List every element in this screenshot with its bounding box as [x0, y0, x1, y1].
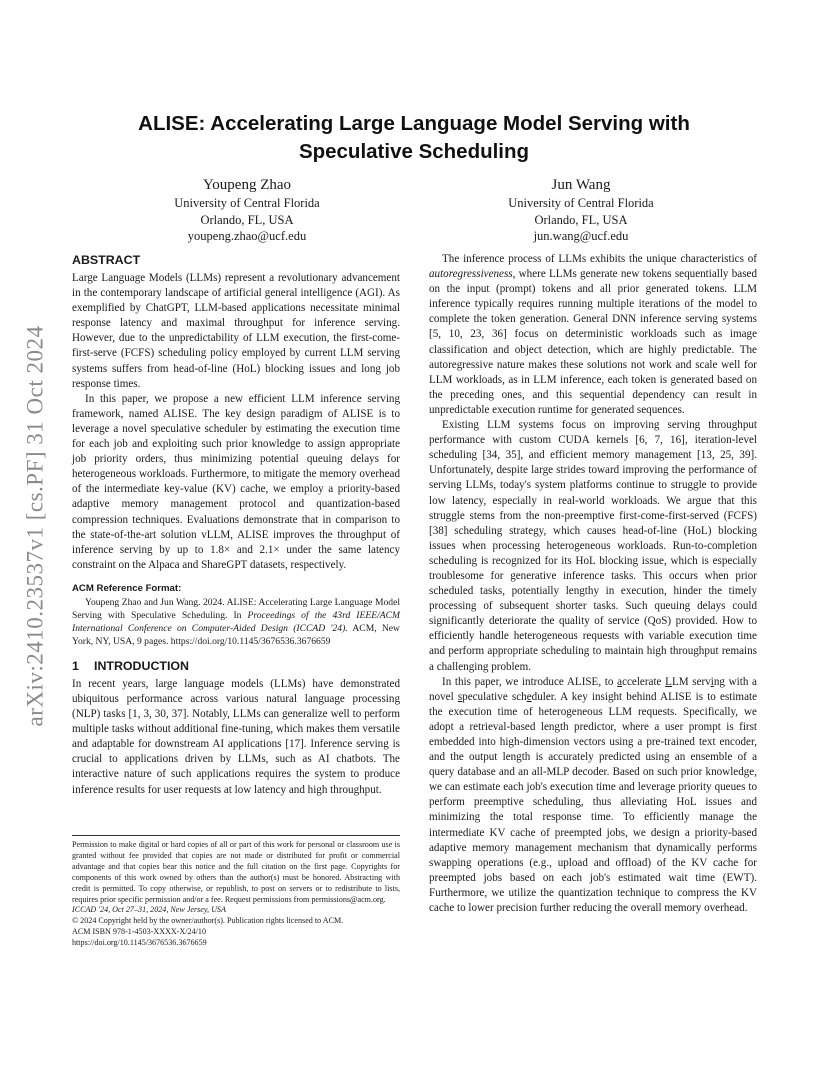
body-paragraph [429, 675, 757, 917]
acronym-letter: L [665, 675, 672, 688]
arxiv-id: arXiv:2410.23537v1 [cs.PF] 31 Oct 2024 [23, 325, 48, 727]
acm-reference-authors: Youpeng Zhao and Jun Wang. 2024. ALISE: Accelerating Large Language Model Serving with Speculative Scheduling. In [72, 596, 400, 621]
arxiv-watermark [16, 296, 56, 756]
conference-info: ICCAD '24, Oct 27–31, 2024, New Jersey, USA [72, 905, 226, 915]
section-title: INTRODUCTION [94, 658, 189, 673]
copyright-line: © 2024 Copyright held by the owner/author(s). Publication rights licensed to ACM. [72, 916, 344, 926]
text-run: ccelerate [622, 675, 666, 688]
author-location: Orlando, FL, USA [534, 212, 628, 227]
permission-notice: Permission to make digital or hard copies of all or part of this work for personal or classroom use is granted without fee provided that copies are not made or distributed for profit or commercial advantage and that copies bear this notice and the full citation on the first page. Copyrights for components of this work owned by others than the author(s) must be honored. Abstracting with credit is permitted. To copy otherwise, or republish, to post on servers or to redistribute to lists, requires prior specific permission and/or a fee. Request permissions from permissions@acm.org. [72, 840, 400, 904]
copyright-footnote [72, 840, 400, 949]
body-paragraph [429, 252, 757, 418]
author-affiliation: University of Central Florida [174, 196, 320, 210]
text-run: LM serv [671, 675, 711, 688]
text-run: peculative sch [462, 690, 527, 703]
introduction-paragraph: In recent years, large language models (LLMs) have demonstrated ubiquitous performance across various natural language processing (NLP) tasks [1, 3, 30, 37]. Notably, LLMs can generalize well to perform multiple tasks without additional fine-tuning, which makes them versatile and adaptable for downstream AI applications [17]. Inference serving is crucial to applications driven by LLMs, such as AI chatbots. The interactive nature of such applications requires the system to produce inference results for user requests at low latency and high throughput. [72, 677, 400, 796]
paper-title: ALISE: Accelerating Large Language Model Serving with Speculative Scheduling [138, 112, 690, 163]
acm-reference-label: ACM Reference Format: [72, 582, 182, 594]
acm-reference-text [72, 596, 400, 648]
abstract-paragraph: Large Language Models (LLMs) represent a revolutionary advancement in the contemporary landscape of artificial general intelligence (AGI). As exemplified by ChatGPT, LLM-based applications necessitate minimal response latency and maximal throughput for inference serving. However, due to the unpredictability of LLM execution, the first-come-first-serve (FCFS) scheduling policy employed by current LLM serving systems suffers from head-of-line (HoL) blocking issues and long job response times. [72, 272, 400, 390]
author-block [127, 176, 367, 245]
author-email: youpeng.zhao@ucf.edu [187, 229, 307, 243]
acronym-letter: i [710, 675, 714, 688]
text-run: In this paper, we introduce ALISE, to [442, 675, 618, 688]
introduction-heading [72, 658, 400, 674]
text-run: The inference process of LLMs exhibits the unique characteristics of [442, 253, 757, 265]
section-number: 1 [72, 658, 79, 673]
author-name: Youpeng Zhao [202, 177, 292, 193]
left-column [72, 252, 400, 798]
author-location: Orlando, FL, USA [200, 212, 294, 227]
text-run: duler. A key insight behind ALISE is to estimate the execution time of heterogeneous LLM requests. Specifically, we adopt a retrieval-based length predictor, where a user prompt is first embedded into high-dimension vectors using a pre-trained text encoder, and the output length is accurately predicted using an ensemble of a query database and an all-MLP decoder. Based on such prior knowledge, we can estimate each job's execution time and leverage priority queues to perform preemptive scheduling, thus alleviating HoL issues and minimizing the total response time. To efficiently manage the intermediate KV cache of preempted jobs, we design a priority-based adaptive memory management mechanism that dynamically performs swapping operations (e.g., upload and offload) of the KV cache for preempted jobs based on each job's estimated wait time (EWT). Furthermore, we utilize the quantization technique to compress the KV cache to lower precision further reducing the overall memory overhead. [429, 690, 757, 915]
author-email: jun.wang@ucf.edu [533, 229, 629, 243]
author-name: Jun Wang [551, 177, 611, 193]
acm-reference-publisher: ACM, New York, NY, USA, 9 pages. https://doi.org/10.1145/3676536.3676659 [72, 622, 400, 647]
abstract-heading: ABSTRACT [72, 253, 141, 267]
isbn-line: ACM ISBN 978-1-4503-XXXX-X/24/10 [72, 927, 206, 937]
body-paragraph: Existing LLM systems focus on improving serving throughput performance with custom CUDA kernels [6, 7, 16], iteration-level scheduling [34, 35], and efficient memory management [13, 25, 39]. Unfortunately, despite large strides toward improving the performance of serving LLMs, today's system platforms continue to struggle to provide low latency, especially in real-world workloads. We argue that this struggle stems from the non-preemptive first-come-first-served (FCFS) [38] scheduling strategy, which causes head-of-line (HoL) blocking issues when processing heterogeneous workloads. Run-to-completion scheduling is recognized for its HoL blocking issue, which is especially troublesome for generative inference tasks. This occurs when prior scheduled tasks, potentially lengthy in execution, hinder the timely processing of subsequent shorter tasks. Such queuing delays could significantly deteriorate the quality of service (QoS) provided. How to efficiently handle heterogeneous requests with variable execution time and perform appropriate scheduling to maintain high throughput remains a challenging problem. [429, 419, 757, 673]
acronym-letter: a [617, 675, 623, 688]
author-affiliation: University of Central Florida [508, 196, 654, 210]
abstract-paragraph: In this paper, we propose a new efficient LLM inference serving framework, named ALISE. The key design paradigm of ALISE is to leverage a novel speculative scheduler by estimating the execution time for each job and exploiting such prior knowledge to assign appropriate job priority orders, thus minimizing potential queuing delays for heterogeneous workloads. Furthermore, to mitigate the memory overhead of the intermediate key-value (KV) cache, we employ a priority-based adaptive memory management protocol and quantization-based compression techniques. Evaluations demonstrate that in comparison to the state-of-the-art solution vLLM, ALISE improves the throughput of inference serving by up to 1.8× and 2.1× under the same latency constraint on the Alpaca and ShareGPT datasets, respectively. [72, 392, 400, 571]
text-run: , where LLMs generate new tokens sequentially based on the input (prompt) tokens and all prior generated tokens. LLM inference typically requires running multiple iterations of the model to complete the token generation. General DNN inference serving systems [5, 10, 23, 36] focus on deterministic workloads such as image classification and object detection, which are highly predictable. The autoregressive nature makes these solutions not work and scale well for LLM workloads, as in LLM inference, each token is generated based on the preceding ones, and this sequential dependency can result in unpredictable execution runtime for generated sequences. [429, 268, 757, 416]
acronym-letter: e [526, 690, 532, 703]
acm-reference-proceedings: Proceedings of the 43rd IEEE/ACM International Conference on Computer-Aided Design (ICCAD '24). [72, 609, 400, 634]
text-run: ng with a novel [429, 675, 757, 703]
author-block [461, 176, 701, 245]
acm-reference-block [72, 582, 400, 648]
doi-line: https://doi.org/10.1145/3676536.3676659 [72, 938, 207, 948]
right-column [429, 252, 757, 916]
footnote-divider [72, 835, 400, 836]
emphasis-text: autoregressiveness [429, 268, 513, 281]
acronym-letter: s [457, 690, 463, 703]
